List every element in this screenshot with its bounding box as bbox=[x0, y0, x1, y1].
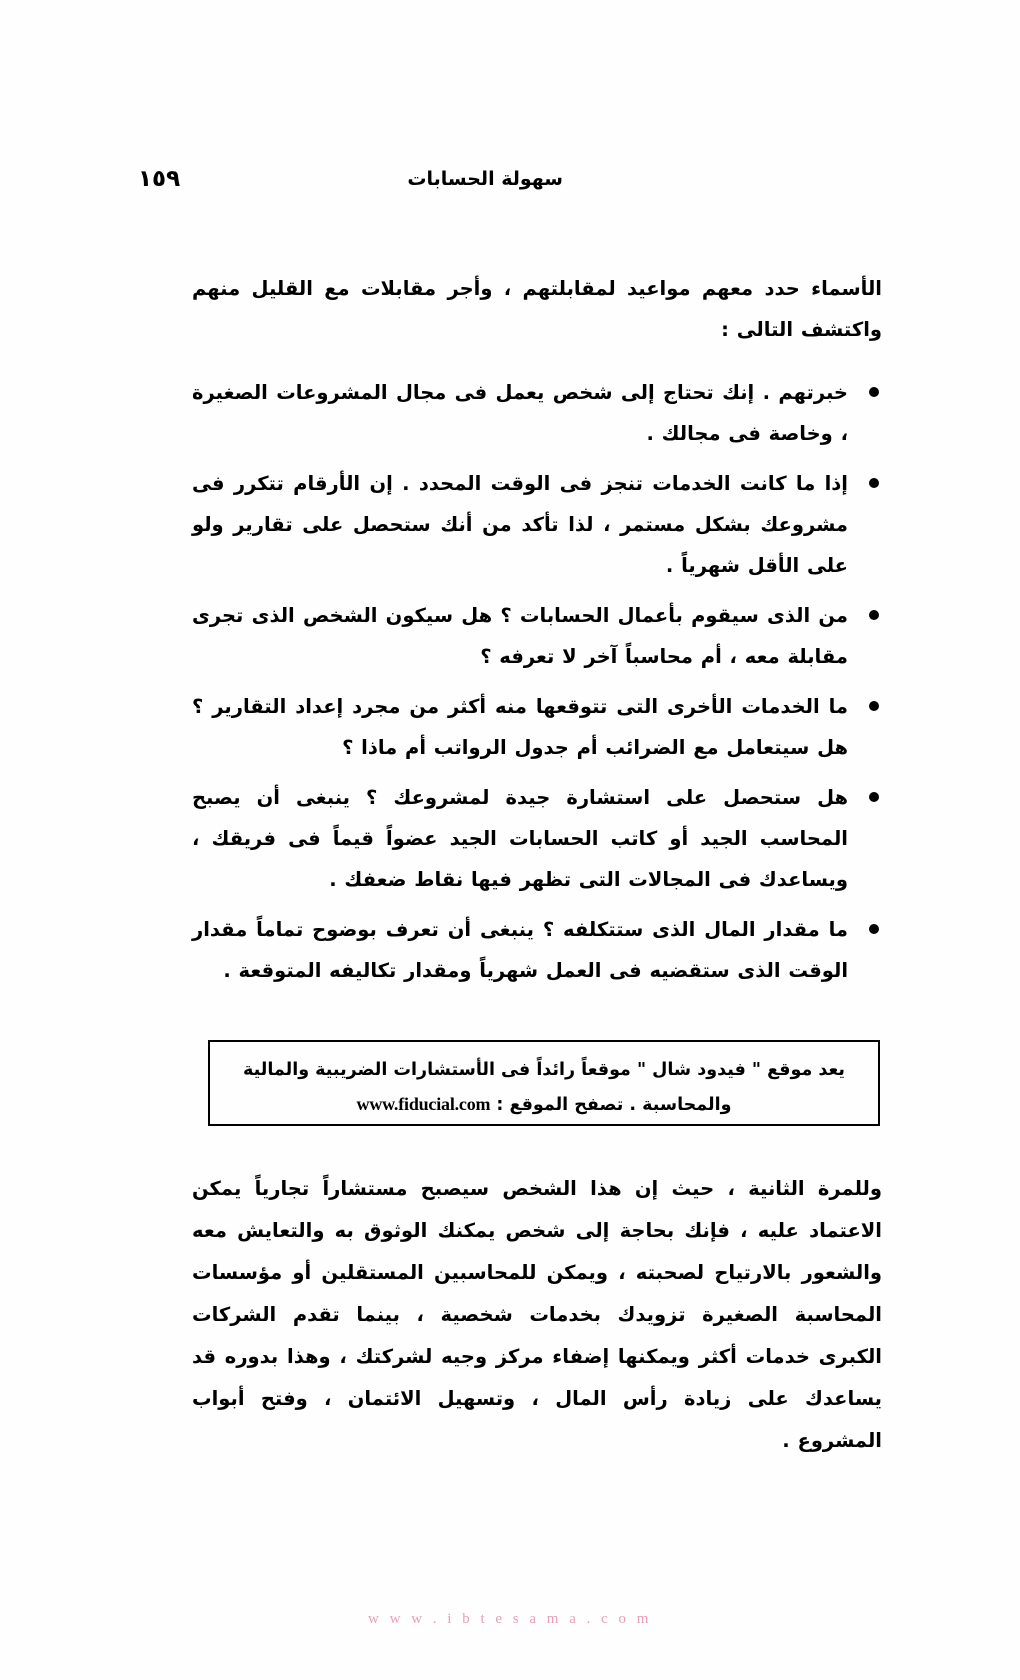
list-item-text: من الذى سيقوم بأعمال الحسابات ؟ هل سيكون الشخص الذى تجرى مقابلة معه ، أم محاسباً آخر لا تعرفه ؟ bbox=[192, 604, 848, 668]
list-item bbox=[192, 686, 882, 768]
list-item-text: ما الخدمات الأخرى التى تتوقعها منه أكثر من مجرد إعداد التقارير ؟ هل سيتعامل مع الضرائب أم جدول الرواتب أم ماذا ؟ bbox=[192, 695, 848, 759]
bullet-dot-icon bbox=[869, 792, 879, 802]
callout-box bbox=[208, 1040, 880, 1126]
bullet-dot-icon bbox=[869, 610, 879, 620]
list-item bbox=[192, 372, 882, 454]
question-bullet-list bbox=[192, 372, 882, 1000]
list-item-text: خبرتهم . إنك تحتاج إلى شخص يعمل فى مجال المشروعات الصغيرة ، وخاصة فى مجالك . bbox=[192, 381, 848, 445]
callout-line-2 bbox=[234, 1087, 854, 1122]
footer-watermark: w w w . i b t e s a m a . c o m bbox=[368, 1611, 652, 1627]
callout-line-2-prefix: والمحاسبة . تصفح الموقع : bbox=[490, 1095, 732, 1115]
bullet-dot-icon bbox=[869, 387, 879, 397]
callout-line-1: يعد موقع " فيدود شال " موقعاً رائداً فى الأستشارات الضريبية والمالية bbox=[243, 1060, 845, 1080]
list-item bbox=[192, 777, 882, 900]
list-item bbox=[192, 595, 882, 677]
bullet-dot-icon bbox=[869, 478, 879, 488]
bullet-dot-icon bbox=[869, 924, 879, 934]
list-item-text: ما مقدار المال الذى ستتكلفه ؟ ينبغى أن تعرف بوضوح تماماً مقدار الوقت الذى ستقضيه فى العمل شهرياً ومقدار تكاليفه المتوقعة . bbox=[192, 918, 848, 982]
bullet-dot-icon bbox=[869, 701, 879, 711]
intro-paragraph: الأسماء حدد معهم مواعيد لمقابلتهم ، وأجر مقابلات مع القليل منهم واكتشف التالى : bbox=[192, 276, 882, 341]
list-item-text: إذا ما كانت الخدمات تنجز فى الوقت المحدد . إن الأرقام تتكرر فى مشروعك بشكل مستمر ، لذا تأكد من أنك ستحصل على تقارير ولو على الأقل شهرياً . bbox=[192, 472, 848, 577]
running-header bbox=[138, 168, 828, 202]
website-url[interactable]: www.fiducial.com bbox=[356, 1094, 491, 1114]
list-item bbox=[192, 463, 882, 586]
page-number: ١٥٩ bbox=[138, 166, 181, 192]
list-item bbox=[192, 909, 882, 991]
list-item-text: هل ستحصل على استشارة جيدة لمشروعك ؟ ينبغى أن يصبح المحاسب الجيد أو كاتب الحسابات الجيد عضواً قيماً فى فريقك ، ويساعدك فى المجالات التى تظهر فيها نقاط ضعفك . bbox=[192, 786, 848, 891]
closing-paragraph: وللمرة الثانية ، حيث إن هذا الشخص سيصبح مستشاراً تجارياً يمكن الاعتماد عليه ، فإنك بحاجة إلى شخص يمكنك الوثوق به والتعايش معه والشعور بالارتياح لصحبته ، ويمكن للمحاسبين المستقلين أو مؤسسات المحاسبة الصغيرة تزويدك بخدمات شخصية ، بينما تقدم الشركات الكبرى خدمات أكثر ويمكنها إضفاء مركز وجيه لشركتك ، وهذا بدوره قد يساعدك على زيادة رأس المال ، وتسهيل الائتمان ، وفتح أبواب المشروع . bbox=[192, 1176, 882, 1452]
running-header-title: سهولة الحسابات bbox=[407, 168, 563, 190]
